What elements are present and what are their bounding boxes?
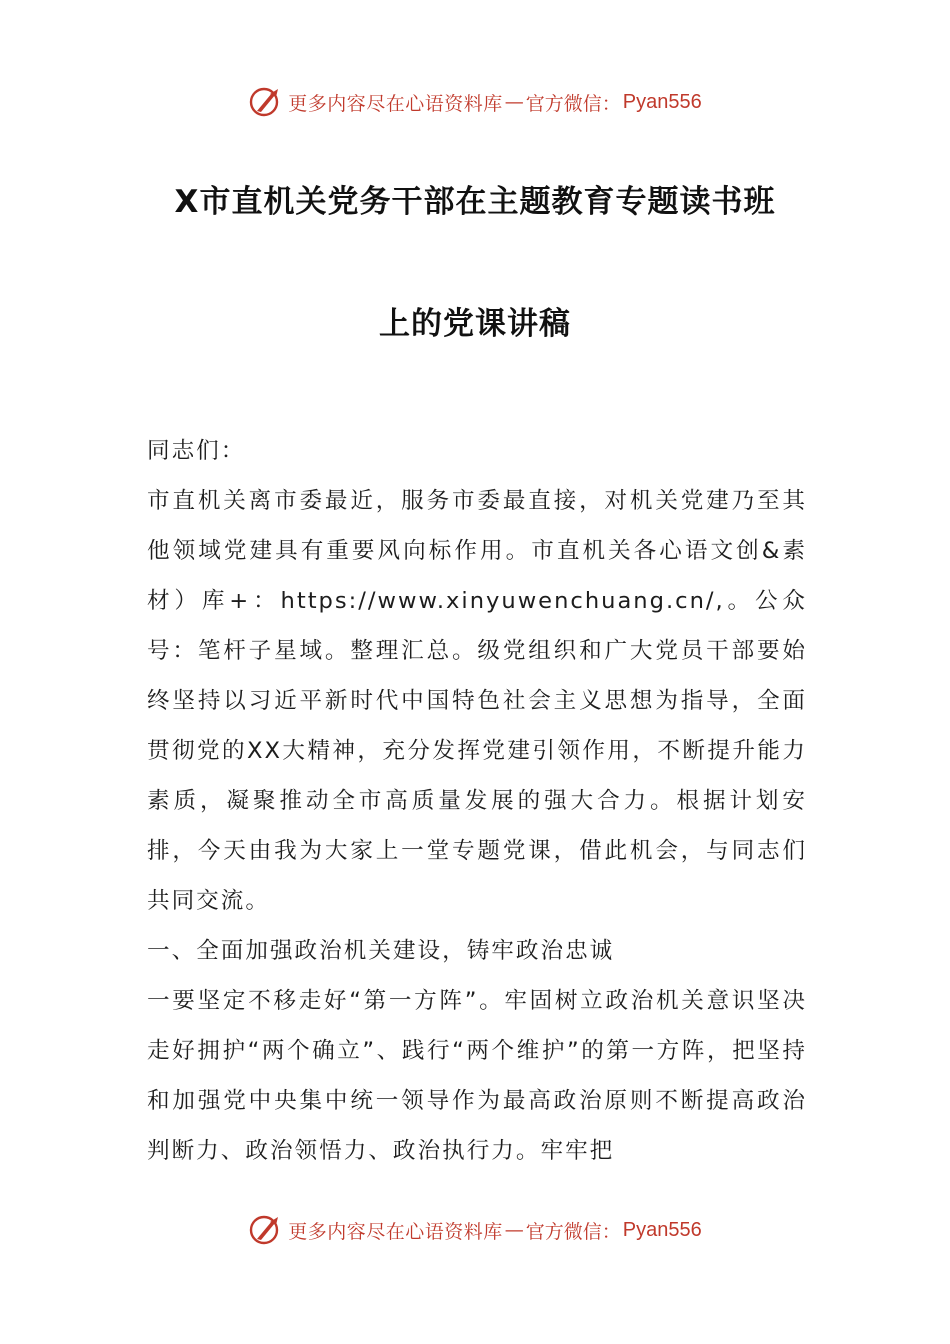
section-heading-1: 一、全面加强政治机关建设，铸牢政治忠诚 — [147, 938, 615, 964]
watermark-wechat-id: Pyan556 — [622, 90, 702, 113]
quill-pen-circle-icon — [248, 1213, 282, 1247]
paragraph-section-1: 一要坚定不移走好“第一方阵”。牢固树立政治机关意识坚决走好拥护“两个确立”、践行“两个维护”的第一方阵，把坚持和加强党中央集中统一领导作为最高政治原则不断提高政治判断力、政治领悟力、政治执行力。牢牢把 — [147, 988, 807, 1164]
watermark-wechat-label: 官方微信： — [525, 92, 621, 115]
document-title-line1: X市直机关党务干部在主题教育专题读书班 — [174, 184, 776, 220]
watermark-wechat-id: Pyan556 — [622, 1218, 702, 1241]
watermark-footer — [0, 1208, 950, 1252]
document-title-line2: 上的党课讲稿 — [379, 306, 571, 342]
paragraph-intro: 市直机关离市委最近，服务市委最直接，对机关党建乃至其他领域党建具有重要风向标作用。市直机关各心语文创&素材）库+：https://www.xinyuwenchuang.cn/,。公众号：笔杆子星域。整理汇总。级党组织和广大党员干部要始终坚持以习近平新时代中国特色社会主义思想为指导，全面贯彻党的XX大精神，充分发挥党建引领作用，不断提升能力素质，凝聚推动全市高质量发展的强大合力。根据计划安排，今天由我为大家上一堂专题党课，借此机会，与同志们共同交流。 — [147, 488, 807, 914]
quill-pen-circle-icon — [248, 85, 282, 119]
watermark-text: 更多内容尽在心语资料库 — [288, 92, 503, 115]
watermark-dash: — — [504, 1219, 524, 1241]
watermark-dash: — — [504, 91, 524, 113]
document-body — [147, 426, 807, 1176]
watermark-text: 更多内容尽在心语资料库 — [288, 1220, 503, 1243]
salutation: 同志们： — [147, 438, 246, 464]
watermark-wechat-label: 官方微信： — [525, 1220, 621, 1243]
watermark-header — [0, 80, 950, 124]
